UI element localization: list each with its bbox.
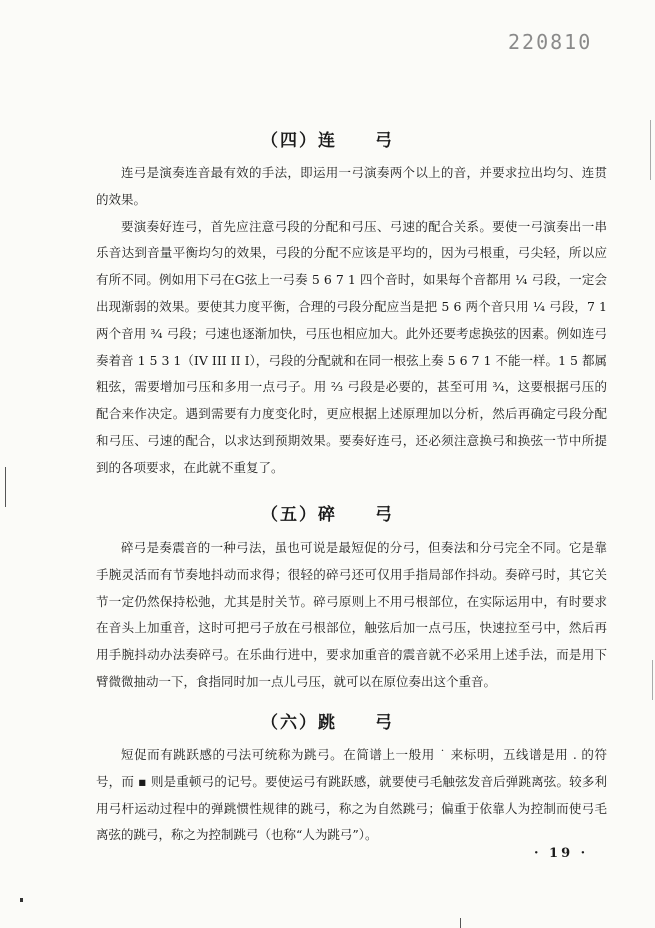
section-title-text: （五）碎	[261, 505, 337, 525]
section-title-text: （六）跳	[261, 713, 337, 733]
section-title-tiao-gong	[0, 708, 655, 733]
archive-stamp: 220810	[508, 30, 593, 54]
page-number: · 19 ·	[534, 846, 589, 861]
scan-mark	[652, 660, 653, 700]
scan-mark	[650, 120, 651, 180]
section-title-char: 弓	[375, 131, 394, 151]
section-title-char: 弓	[375, 713, 394, 733]
section-body-tiao-gong	[96, 742, 607, 849]
scan-mark	[5, 467, 6, 507]
paragraph: 碎弓是奏震音的一种弓法，虽也可说是最短促的分弓，但奏法和分弓完全不同。它是靠手腕灵活而有节奏地抖动而求得；很轻的碎弓还可仅用手指局部作抖动。奏碎弓时，其它关节一定仍然保持松弛，尤其是肘关节。碎弓原则上不用弓根部位，在实际运用中，有时要求在音头上加重音，这时可把弓子放在弓根部位，触弦后加一点弓压，快速拉至弓中，然后再用手腕抖动办法奏碎弓。在乐曲行进中，要求加重音的震音就不必采用上述手法，而是用下臂微微抽动一下，食指同时加一点儿弓压，就可以在原位奏出这个重音。	[96, 540, 607, 689]
section-title-text: （四）连	[261, 131, 337, 151]
paragraph: 要演奏好连弓，首先应注意弓段的分配和弓压、弓速的配合关系。要使一弓演奏出一串乐音达到音量平衡均匀的效果，弓段的分配不应该是平均的，因为弓根重，弓尖轻，所以应有所不同。例如用下弓在G弦上一弓奏 5 6 7 1 四个音时，如果每个音都用 ¼ 弓段，一定会出现渐弱的效果。要使其力度平衡，合理的弓段分配应当是把 5 6 两个音只用 ¼ 弓段，7 1 两个音用 ¾ 弓段；弓速也逐渐加快，弓压也相应加大。此外还要考虑换弦的因素。例如连弓奏着音 1 5 3 1（IV III II I），弓段的分配就和在同一根弦上奏 5 6 7 1 不能一样。1 5 都属粗弦，需要增加弓压和多用一点弓子。用 ⅔ 弓段是必要的，甚至可用 ¾，这要根据弓压的配合来作决定。遇到需要有力度变化时，更应根据上述原理加以分析，然后再确定弓段分配和弓压、弓速的配合，以求达到预期效果。要奏好连弓，还必须注意换弓和换弦一节中所提到的各项要求，在此就不重复了。	[96, 218, 607, 475]
section-title-char: 弓	[375, 505, 394, 525]
section-title-lian-gong	[0, 126, 655, 151]
section-body-sui-gong	[96, 535, 607, 696]
section-title-sui-gong	[0, 500, 655, 525]
scan-mark	[20, 898, 23, 902]
paragraph: 短促而有跳跃感的弓法可统称为跳弓。在简谱上一般用 ˙ 来标明，五线谱是用 . 的符号，而 ▪ 则是重顿弓的记号。要使运弓有跳跃感，就要使弓毛触弦发音后弹跳离弦。较多利用弓杆运动过程中的弹跳惯性规律的跳弓，称之为自然跳弓；偏重于依靠人为控制而使弓毛离弦的跳弓，称之为控制跳弓（也称“人为跳弓”）。	[96, 747, 607, 843]
scan-mark	[460, 918, 461, 928]
section-body-lian-gong	[96, 160, 607, 482]
paragraph: 连弓是演奏连音最有效的手法，即运用一弓演奏两个以上的音，并要求拉出均匀、连贯的效果。	[96, 165, 607, 207]
